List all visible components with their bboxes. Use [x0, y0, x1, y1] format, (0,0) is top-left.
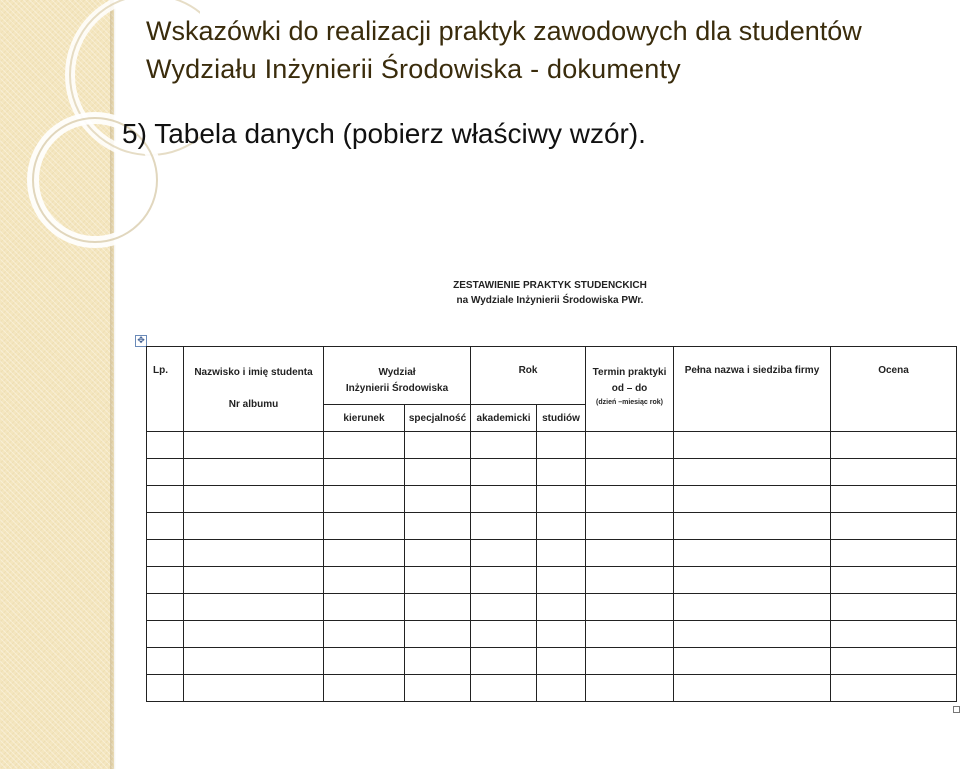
col-header-name	[184, 347, 324, 432]
table-cell[interactable]	[586, 432, 674, 459]
slide-title-line2: Wydziału Inżynierii Środowiska - dokumenty	[146, 54, 681, 84]
table-row	[147, 621, 957, 648]
col-header-termin-note: (dzień –miesiąc rok)	[596, 399, 663, 406]
table-cell[interactable]	[324, 513, 405, 540]
table-cell[interactable]	[184, 621, 324, 648]
form-heading	[440, 278, 660, 308]
table-cell[interactable]	[405, 594, 471, 621]
table-cell[interactable]	[147, 675, 184, 702]
table-cell[interactable]	[674, 540, 831, 567]
table-row	[147, 567, 957, 594]
table-cell[interactable]	[405, 567, 471, 594]
table-cell[interactable]	[537, 567, 586, 594]
col-header-firma: Pełna nazwa i siedziba firmy	[674, 347, 831, 432]
table-cell[interactable]	[147, 432, 184, 459]
table-cell[interactable]	[471, 459, 537, 486]
table-cell[interactable]	[831, 567, 957, 594]
table-cell[interactable]	[471, 486, 537, 513]
col-header-termin-line2: od – do	[611, 383, 648, 394]
table-cell[interactable]	[471, 567, 537, 594]
col-header-ocena: Ocena	[831, 347, 957, 432]
table-cell[interactable]	[586, 567, 674, 594]
table-cell[interactable]	[471, 621, 537, 648]
table-cell[interactable]	[674, 621, 831, 648]
table-resize-handle[interactable]	[953, 706, 960, 713]
table-cell[interactable]	[537, 675, 586, 702]
table-cell[interactable]	[324, 648, 405, 675]
table-cell[interactable]	[324, 675, 405, 702]
table-cell[interactable]	[537, 648, 586, 675]
table-cell[interactable]	[674, 594, 831, 621]
table-cell[interactable]	[831, 486, 957, 513]
table-cell[interactable]	[405, 513, 471, 540]
table-cell[interactable]	[324, 621, 405, 648]
col-header-wydzial-line2: Inżynierii Środowiska	[345, 383, 449, 394]
table-cell[interactable]	[405, 621, 471, 648]
table-cell[interactable]	[184, 567, 324, 594]
bullet-number: 5)	[122, 118, 147, 149]
table-cell[interactable]	[184, 432, 324, 459]
table-cell[interactable]	[831, 594, 957, 621]
table-cell[interactable]	[184, 459, 324, 486]
table-cell[interactable]	[405, 432, 471, 459]
table-cell[interactable]	[831, 621, 957, 648]
table-cell[interactable]	[184, 648, 324, 675]
table-cell[interactable]	[674, 567, 831, 594]
table-cell[interactable]	[586, 594, 674, 621]
table-cell[interactable]	[184, 594, 324, 621]
table-cell[interactable]	[537, 594, 586, 621]
table-cell[interactable]	[324, 594, 405, 621]
col-header-studiow: studiów	[537, 405, 586, 432]
bullet-item	[122, 118, 646, 150]
col-header-termin-line1: Termin praktyki	[592, 367, 667, 378]
table-cell[interactable]	[184, 675, 324, 702]
table-cell[interactable]	[674, 648, 831, 675]
table-cell[interactable]	[324, 567, 405, 594]
table-cell[interactable]	[147, 513, 184, 540]
table-cell[interactable]	[184, 486, 324, 513]
col-header-wydzial	[324, 347, 471, 405]
table-cell[interactable]	[147, 486, 184, 513]
col-header-lp: Lp.	[147, 347, 184, 432]
table-cell[interactable]	[405, 486, 471, 513]
table-cell[interactable]	[405, 648, 471, 675]
table-cell[interactable]	[471, 675, 537, 702]
table-cell[interactable]	[405, 675, 471, 702]
table-cell[interactable]	[537, 621, 586, 648]
table-cell[interactable]	[586, 648, 674, 675]
table-cell[interactable]	[184, 540, 324, 567]
table-cell[interactable]	[831, 513, 957, 540]
table-cell[interactable]	[147, 459, 184, 486]
slide-title	[146, 12, 946, 88]
table-cell[interactable]	[586, 675, 674, 702]
table-body	[147, 432, 957, 702]
table-cell[interactable]	[324, 486, 405, 513]
table-row	[147, 594, 957, 621]
table-cell[interactable]	[831, 432, 957, 459]
table-cell[interactable]	[405, 540, 471, 567]
table-cell[interactable]	[586, 621, 674, 648]
table-cell[interactable]	[674, 459, 831, 486]
table-header-row	[147, 347, 957, 405]
table-cell[interactable]	[674, 513, 831, 540]
table-cell[interactable]	[147, 648, 184, 675]
form-heading-line2: na Wydziale Inżynierii Środowiska PWr.	[456, 295, 644, 306]
table-cell[interactable]	[147, 621, 184, 648]
table-cell[interactable]	[537, 459, 586, 486]
table-cell[interactable]	[471, 432, 537, 459]
table-cell[interactable]	[537, 432, 586, 459]
table-cell[interactable]	[147, 567, 184, 594]
table-cell[interactable]	[324, 432, 405, 459]
table-cell[interactable]	[405, 459, 471, 486]
table-cell[interactable]	[471, 594, 537, 621]
table-cell[interactable]	[147, 540, 184, 567]
table-cell[interactable]	[324, 459, 405, 486]
table-row	[147, 648, 957, 675]
table-cell[interactable]	[537, 486, 586, 513]
form-heading-line1: ZESTAWIENIE PRAKTYK STUDENCKICH	[453, 280, 647, 291]
table-move-handle-icon[interactable]: ✥	[135, 335, 147, 347]
table-cell[interactable]	[831, 675, 957, 702]
table-row	[147, 513, 957, 540]
bullet-text: Tabela danych (pobierz właściwy wzór).	[154, 118, 646, 149]
data-table	[146, 346, 957, 702]
table-cell[interactable]	[674, 486, 831, 513]
table-cell[interactable]	[147, 594, 184, 621]
table-cell[interactable]	[537, 513, 586, 540]
table-cell[interactable]	[674, 675, 831, 702]
col-header-name-line2: Nr albumu	[228, 399, 279, 410]
col-header-specjalnosc: specjalność	[405, 405, 471, 432]
col-header-kierunek: kierunek	[324, 405, 405, 432]
table-row	[147, 486, 957, 513]
table-cell[interactable]	[831, 540, 957, 567]
table-row	[147, 540, 957, 567]
table-row	[147, 432, 957, 459]
table-cell[interactable]	[537, 540, 586, 567]
table-cell[interactable]	[184, 513, 324, 540]
table-cell[interactable]	[586, 513, 674, 540]
col-header-rok: Rok	[471, 347, 586, 405]
table-cell[interactable]	[586, 486, 674, 513]
table-cell[interactable]	[586, 459, 674, 486]
table-cell[interactable]	[471, 540, 537, 567]
table-cell[interactable]	[831, 459, 957, 486]
table-row	[147, 459, 957, 486]
table-cell[interactable]	[674, 432, 831, 459]
col-header-name-line1: Nazwisko i imię studenta	[194, 367, 313, 378]
table-cell[interactable]	[471, 648, 537, 675]
table-row	[147, 675, 957, 702]
table-cell[interactable]	[324, 540, 405, 567]
table-cell[interactable]	[471, 513, 537, 540]
table-cell[interactable]	[586, 540, 674, 567]
col-header-wydzial-line1: Wydział	[378, 367, 416, 378]
table-cell[interactable]	[831, 648, 957, 675]
col-header-akademicki: akademicki	[471, 405, 537, 432]
slide-title-line1: Wskazówki do realizacji praktyk zawodowych dla studentów	[146, 16, 862, 46]
col-header-termin	[586, 347, 674, 432]
